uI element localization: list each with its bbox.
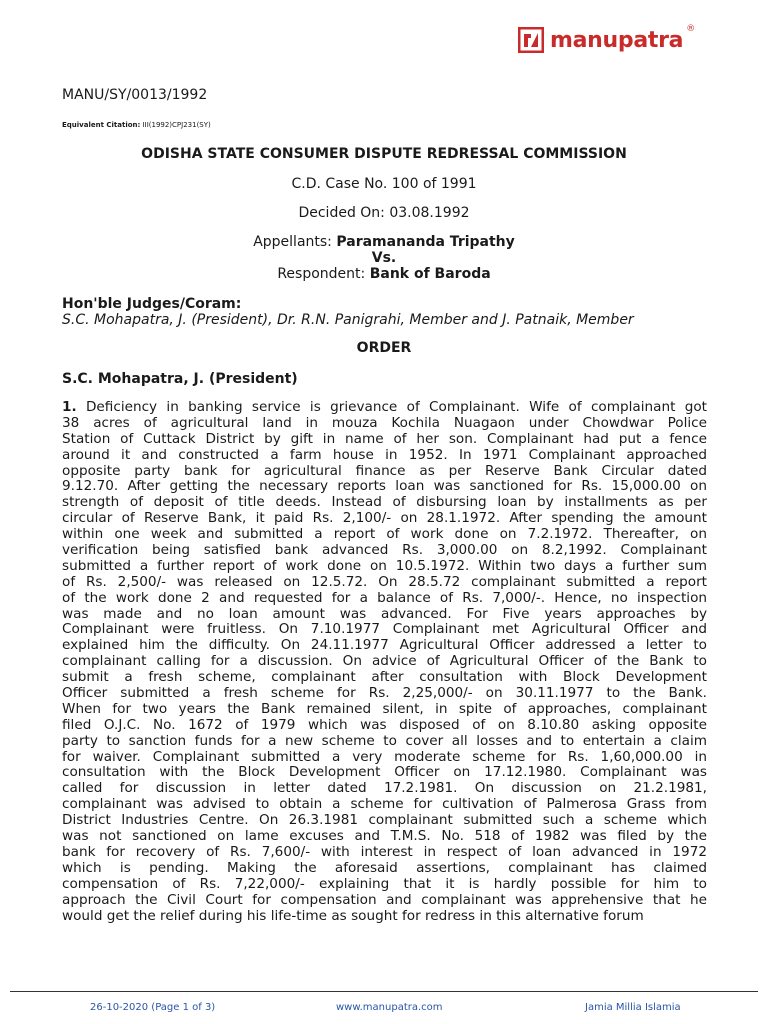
paragraph-line: filed O.J.C. No. 1672 of 1979 which was disposed of on 8.10.80 asking opposite [62, 716, 707, 733]
paragraph-line: opposite party bank for agricultural finance as per Reserve Bank Circular dated [62, 462, 707, 479]
appellants-line [62, 234, 706, 250]
appellants-name: Paramananda Tripathy [336, 234, 515, 250]
manupatra-logo [518, 24, 696, 54]
equivalent-citation [62, 121, 211, 129]
equivalent-citation-value: III(1992)CPJ231(SY) [142, 121, 211, 129]
judges-list: S.C. Mohapatra, J. (President), Dr. R.N. Panigrahi, Member and J. Patnaik, Member [62, 312, 634, 328]
paragraph-line: called for discussion in letter dated 17.2.1981. On discussion on 21.2.1981, [62, 780, 707, 797]
paragraph-line: bank for recovery of Rs. 7,600/- with interest in respect of loan advanced in 1972 [62, 843, 707, 860]
author-judge: S.C. Mohapatra, J. (President) [62, 371, 298, 387]
case-number: C.D. Case No. 100 of 1991 [291, 176, 477, 192]
paragraph-line: 38 acres of agricultural land in mouza Kochila Nuagaon under Chowdwar Police [62, 414, 707, 431]
paragraph-line: Officer submitted a fresh scheme for Rs. 2,25,000/- on 30.11.1977 to the Bank. [62, 685, 707, 702]
paragraph-line: of the work done 2 and requested for a balance of Rs. 7,000/-. Hence, no inspection [62, 589, 707, 606]
paragraph-line: strength of deposit of title deeds. Instead of disbursing loan by installments as per [62, 494, 707, 511]
paragraph-line: Complainant were fruitless. On 7.10.1977 Complainant met Agricultural Officer and [62, 621, 707, 638]
manupatra-logo-icon [518, 27, 544, 53]
paragraph-line: District Industries Centre. On 26.3.1981 complainant submitted such a scheme which [62, 812, 707, 829]
paragraph-line: of Rs. 2,500/- was released on 12.5.72. On 28.5.72 complainant submitted a report [62, 573, 707, 590]
judges-heading: Hon'ble Judges/Coram: [62, 296, 242, 312]
paragraph-number: 1. [62, 399, 77, 415]
court-name: ODISHA STATE CONSUMER DISPUTE REDRESSAL COMMISSION [141, 146, 627, 162]
paragraph-line: submit a fresh scheme, complainant after consultation with Block Development [62, 669, 707, 686]
respondent-name: Bank of Baroda [369, 266, 491, 282]
respondent-label: Respondent: [277, 266, 366, 282]
paragraph-line: which is pending. Making the aforesaid assertions, complainant has claimed [62, 859, 707, 876]
paragraph-line: Station of Cuttack District by gift in name of her son. Complainant had put a fence [62, 430, 707, 447]
paragraph-line: 1. Deficiency in banking service is grievance of Complainant. Wife of complainant got [62, 399, 707, 415]
equivalent-citation-label: Equivalent Citation: [62, 121, 141, 129]
respondent-line [62, 266, 706, 282]
paragraph-line: party to sanction funds for a new scheme to cover all losses and to entertain a claim [62, 732, 707, 749]
paragraph-line: consultation with the Block Development Officer on 17.12.1980. Complainant was [62, 764, 707, 781]
paragraph-line: explained him the difficulty. On 24.11.1977 Agricultural Officer addressed a letter to [62, 637, 707, 654]
paragraph-line: When for two years the Bank remained silent, in spite of approaches, complainant [62, 700, 707, 717]
manupatra-logo-text: manupatra [550, 27, 684, 53]
paragraph-line: was made and no loan amount was advanced. For Five years approaches by [62, 605, 707, 622]
footer-institution: Jamia Millia Islamia [585, 1002, 681, 1013]
paragraph-line: within one week and submitted a report of work done on 7.2.1972. Thereafter, on [62, 526, 707, 543]
citation-id: MANU/SY/0013/1992 [62, 87, 208, 103]
paragraph-line: approach the Civil Court for compensation and complainant was apprehensive that he [62, 891, 707, 908]
decided-on: Decided On: 03.08.1992 [298, 205, 470, 221]
versus: Vs. [371, 250, 397, 266]
footer-divider [10, 991, 758, 992]
paragraph-line: 9.12.70. After getting the necessary reports loan was sanctioned for Rs. 15,000.00 on [62, 478, 707, 495]
paragraph-line: around it and constructed a farm house in 1952. In 1971 Complainant approached [62, 446, 707, 463]
paragraph-line: complainant calling for a discussion. On advice of Agricultural Officer of the Bank to [62, 653, 707, 670]
paragraph-line: for waiver. Complainant submitted a very moderate scheme for Rs. 1,60,000.00 in [62, 748, 707, 765]
paragraph-line: complainant was advised to obtain a scheme for cultivation of Palmerosa Grass from [62, 796, 707, 813]
paragraph-1 [62, 400, 707, 924]
appellants-label: Appellants: [253, 234, 332, 250]
paragraph-line: verification being satisfied bank advanced Rs. 3,000.00 on 8.2,1992. Complainant [62, 542, 707, 559]
registered-mark-icon: ® [686, 24, 696, 34]
footer-website-link[interactable]: www.manupatra.com [336, 1002, 443, 1013]
paragraph-line: compensation of Rs. 7,22,000/- explaining that it is hardly possible for him to [62, 875, 707, 892]
paragraph-line: submitted a further report of work done on 10.5.1972. Within two days a further sum [62, 557, 707, 574]
paragraph-line: was not sanctioned on lame excuses and T.M.S. No. 518 of 1982 was filed by the [62, 828, 707, 845]
footer-date-page: 26-10-2020 (Page 1 of 3) [90, 1002, 216, 1013]
paragraph-line: circular of Reserve Bank, it paid Rs. 2,100/- on 28.1.1972. After spending the amount [62, 510, 707, 527]
paragraph-line: would get the relief during his life-time as sought for redress in this alternative forum [62, 907, 644, 924]
order-heading: ORDER [356, 340, 412, 356]
